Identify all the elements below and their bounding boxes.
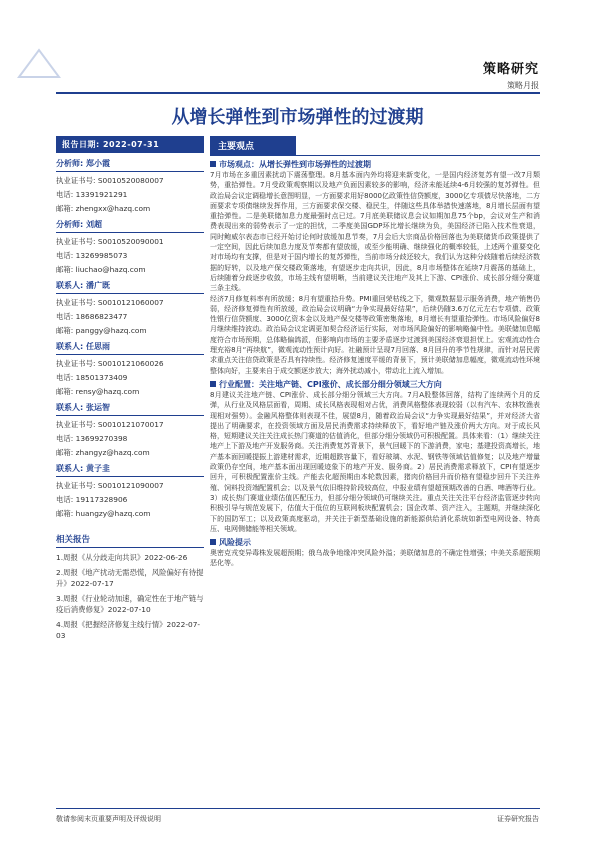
related-report-item[interactable]: 1.周报《从分歧走向共识》2022-06-26 <box>56 553 188 562</box>
analyst-phone-label: 电话: <box>56 434 74 443</box>
header-divider <box>56 92 540 94</box>
report-category: 策略研究 <box>482 62 539 77</box>
analyst-phone <box>56 250 204 261</box>
related-report-item[interactable]: 2.周报《地产扰动无需恐慌，风险偏好有待提升》2022-07-17 <box>56 568 204 588</box>
analyst-email-value[interactable]: zhangyz@hazq.com <box>75 448 150 457</box>
analyst-name: 联系人: 任思雨 <box>56 341 204 355</box>
page-title: 从增长弹性到市场弹性的过渡期 <box>171 107 424 128</box>
report-header <box>483 58 539 91</box>
analyst-name: 联系人: 黄子韭 <box>56 463 204 477</box>
analyst-cert-value: S0010121090007 <box>97 481 164 490</box>
bullet-square-icon <box>210 381 216 387</box>
analyst-phone <box>56 433 204 444</box>
subsection-heading-industry <box>210 379 540 390</box>
analyst-cert-label: 执业证书号: <box>56 359 96 368</box>
subsection-label: 风险提示 <box>219 538 251 548</box>
analyst-name: 分析师: 郑小霞 <box>56 158 204 172</box>
analyst-cert <box>56 358 204 369</box>
analyst-cert-label: 执业证书号: <box>56 176 96 185</box>
analyst-phone-label: 电话: <box>56 312 74 321</box>
paragraph-macro: 经济7月修复料率有所放缓；8月有望重拾升势。PMI重回荣枯线之下，微观数据显示服务消费，地产销售仍弱，经济修复弹性有所放缓，政治局会议明确“力争实现最好结果”，后续仍随3.6万亿元左右专项债、政策性银行信贷额度、3000亿资本金以及地产保交楼等政策密集落地，8月增长有望重拾弹性。市场风险偏好8月继续维持波动。政治局会议定调更加契合经济运行实际，对市场风险偏好的影响略偏中性。美联储加息幅度符合市场预期，总体略偏鸽派，但影响向市场的主要矛盾逐步过渡到美国经济衰退担忧上。宏观流动性合理充裕8月“再续航”，微观流动性预计向好。社融预计呈现7月回落、8月回升的季节性规律，而针对居民需求重点关注信贷政策是否具有持续性。经济修复速度平缓的背景下，预计美联储加息幅度，微观流动性环境整体向好，主要来自于成交额逐步放大；海外扰动减小，带动北上流入增加。 <box>210 294 540 375</box>
analyst-cert-value: S0010520080007 <box>97 176 164 185</box>
left-sidebar <box>56 136 204 641</box>
analyst-phone-value: 13391921291 <box>75 190 128 199</box>
analyst-email-value[interactable]: rensy@hazq.com <box>75 387 140 396</box>
paragraph-risk: 奥密克戎变异毒株发展超预期；俄乌战争地缘冲突风险外溢；美联储加息的不确定性增强；中美关系超预期恶化等。 <box>210 549 540 568</box>
footer-report-type: 证券研究报告 <box>497 815 539 823</box>
analyst-email-label: 邮箱: <box>56 204 74 213</box>
analyst-email[interactable] <box>56 447 204 458</box>
analyst-cert-label: 执业证书号: <box>56 481 96 490</box>
analyst-phone-value: 18686823477 <box>75 312 128 321</box>
footer-disclaimer: 敬请参阅末页重要声明及评级说明 <box>56 815 161 823</box>
analyst-email-label: 邮箱: <box>56 326 74 335</box>
related-report-item[interactable]: 4.周报《把握经济修复主线行情》2022-07-03 <box>56 620 201 640</box>
analyst-email-value[interactable]: zhengxx@hazq.com <box>75 204 151 213</box>
analyst-cert-label: 执业证书号: <box>56 420 96 429</box>
paragraph-market-view: 7月市场在多重因素扰动下震荡整理。8月基本面内外均将迎来新变化，一是国内经济复苏有望一改7月颓势，重拾弹性。7月受政策观察期以及地产负面因素较多的影响，经济未能延续4-6月较强的复苏弹性。但政治局会议定调稳增长意图明显，一方面要求用好8000亿政策性信贷额度，3000亿专项债尽快落地，二方面要求专项债继续发挥作用，三方面要求保交楼、稳民生，伴随这些具体举措快速落地，8月增长层面有望重拾弹性。二是美联储加息力度最强时点已过。7月底美联储议息会议如期加息75个bp，会议对生产和消费表现出来的弱势表示了一定的担忧，二季度美国GDP环比增长继续为负，美国经济已陷入技术性衰退，同时鲍威尔表态市已经开始讨论何时放缓加息节奏，7月会后大宗商品价格回落也为美联储货币政策提供了一定空间，因此后续加息力度及节奏都有望放缓，或至少能明确、继续强化的概率较低，上述两个重要变化对市场均有支撑，但是对于国内增长的复苏弹性，当前市场分歧还较大，我们认为这种分歧随着后续经济数据的好转，以及地产保交楼政策落地，有望逐步走向共识，因此，8月市场整体在延续7月震荡的基础上，后续随着分歧逐步收敛，市场主线有望明晰，当前建议关注地产及其上下游、CPI涨价、成长部分细分赛道三条主线。 <box>210 171 540 293</box>
analyst-email[interactable] <box>56 386 204 397</box>
paragraph-industry: 8月建议关注地产链、CPI涨价、成长部分细分领域三大方向。7月A股整体回落，结构了连续两个月的反弹，从行业及风格层面看，周期、成长风格表现相对占优，消费风格整体表现较弱（以有汽车、农林牧渔表现相对强势）。金融风格整体则表现不佳，展望8月，随着政治局会议“力争实现最好结果”，并对经济大省提出了明确要求，在投资领域方面及居民消费需求持续释放下，看好地产链及涨价两大方向。对于成长风格，短期建议关注关注成长热门赛道的估值消化，但部分细分领域仍可积极配置。具体来看：（1）继续关注地产上下游及地产开发服务商。关注消费复苏背景下，景气回暖下的下游消费，家电；基建投资高增长，地产基本面回暖提振上游建材需求，近期超跌容量下，看好玻璃、水泥、钢铁等领域估值修复；以及地产增量政策仍存空间，地产基本面出现回暖迹象下的地产开发、服务商。2）居民消费需求释放下，CPI有望逐步回升，可积极配置涨价主线。产能去化超预期由本轮数因素，猪肉价格回升而价格有望稳步回升下关注养殖、饲料投资端配置机会；以及景气依旧维持阶段较高位，中报业绩有望超预期改善的白酒、啤酒等行业。3）成长热门赛道业绩估值匹配压力，但部分细分领域仍可继续关注。重点关注关注平台经济监管逐步转向积极引导与规范发展下，估值大于低位的互联网板块配置机会；国企改革、资产注入，主题期，并继续深化下的国防军工；以及政策高度驱动，并关注于新型基础设施的新能源供给消化系统如新型电网设备、特高压、电网侧储能等相关领域。 <box>210 390 540 533</box>
subsection-label: 市场观点：从增长弹性到市场弹性的过渡期 <box>219 160 371 169</box>
analyst-cert <box>56 480 204 491</box>
analyst-cert-value: S0010121070017 <box>97 420 164 429</box>
analyst-phone-value: 13699270398 <box>75 434 128 443</box>
subsection-heading-market <box>210 159 540 170</box>
analyst-list <box>56 158 204 519</box>
analyst-phone-value: 19117328906 <box>75 495 128 504</box>
analyst-name: 分析师: 刘超 <box>56 219 204 233</box>
analyst-email[interactable] <box>56 508 204 519</box>
analyst-phone <box>56 311 204 322</box>
analyst-cert-label: 执业证书号: <box>56 237 96 246</box>
related-report-item[interactable]: 3.周报《行业轮动加速，确定性在于地产链与疫后消费修复》2022-07-10 <box>56 594 204 614</box>
analyst-email-value[interactable]: panggy@hazq.com <box>75 326 147 335</box>
section-divider <box>210 155 540 156</box>
report-date: 报告日期: 2022-07-31 <box>56 136 204 153</box>
section-title: 主要观点 <box>210 136 296 155</box>
analyst-cert <box>56 419 204 430</box>
related-reports-heading: 相关报告 <box>56 533 204 548</box>
analyst-email[interactable] <box>56 325 204 336</box>
analyst-email-label: 邮箱: <box>56 509 74 518</box>
analyst-email[interactable] <box>56 203 204 214</box>
analyst-phone <box>56 494 204 505</box>
footer-divider <box>56 808 540 809</box>
subsection-heading-risk <box>210 537 540 548</box>
analyst-cert <box>56 175 204 186</box>
analyst-phone-label: 电话: <box>56 373 74 382</box>
analyst-cert-value: S0010121060007 <box>97 298 164 307</box>
analyst-name: 联系人: 潘广既 <box>56 280 204 294</box>
analyst-phone-label: 电话: <box>56 495 74 504</box>
analyst-email-label: 邮箱: <box>56 265 74 274</box>
analyst-phone-label: 电话: <box>56 190 74 199</box>
analyst-cert-value: S0010121060026 <box>97 359 164 368</box>
analyst-email[interactable] <box>56 264 204 275</box>
analyst-email-value[interactable]: liuchao@hazq.com <box>75 265 146 274</box>
analyst-email-value[interactable]: huangzy@hazq.com <box>75 509 151 518</box>
main-content <box>210 136 540 569</box>
analyst-phone-value: 18501373409 <box>75 373 128 382</box>
analyst-phone <box>56 189 204 200</box>
analyst-phone <box>56 372 204 383</box>
subsection-label: 行业配置：关注地产链、CPI涨价、成长部分细分领域三大方向 <box>219 379 442 389</box>
bullet-square-icon <box>210 161 216 167</box>
analyst-cert-label: 执业证书号: <box>56 298 96 307</box>
analyst-cert-value: S0010520090001 <box>97 237 164 246</box>
analyst-phone-value: 13269985073 <box>75 251 128 260</box>
analyst-phone-label: 电话: <box>56 251 74 260</box>
analyst-cert <box>56 297 204 308</box>
analyst-email-label: 邮箱: <box>56 448 74 457</box>
analyst-name: 联系人: 张运智 <box>56 402 204 416</box>
analyst-cert <box>56 236 204 247</box>
report-type: 策略月报 <box>507 81 539 90</box>
bullet-square-icon <box>210 539 216 545</box>
analyst-email-label: 邮箱: <box>56 387 74 396</box>
brand-logo <box>14 42 74 82</box>
